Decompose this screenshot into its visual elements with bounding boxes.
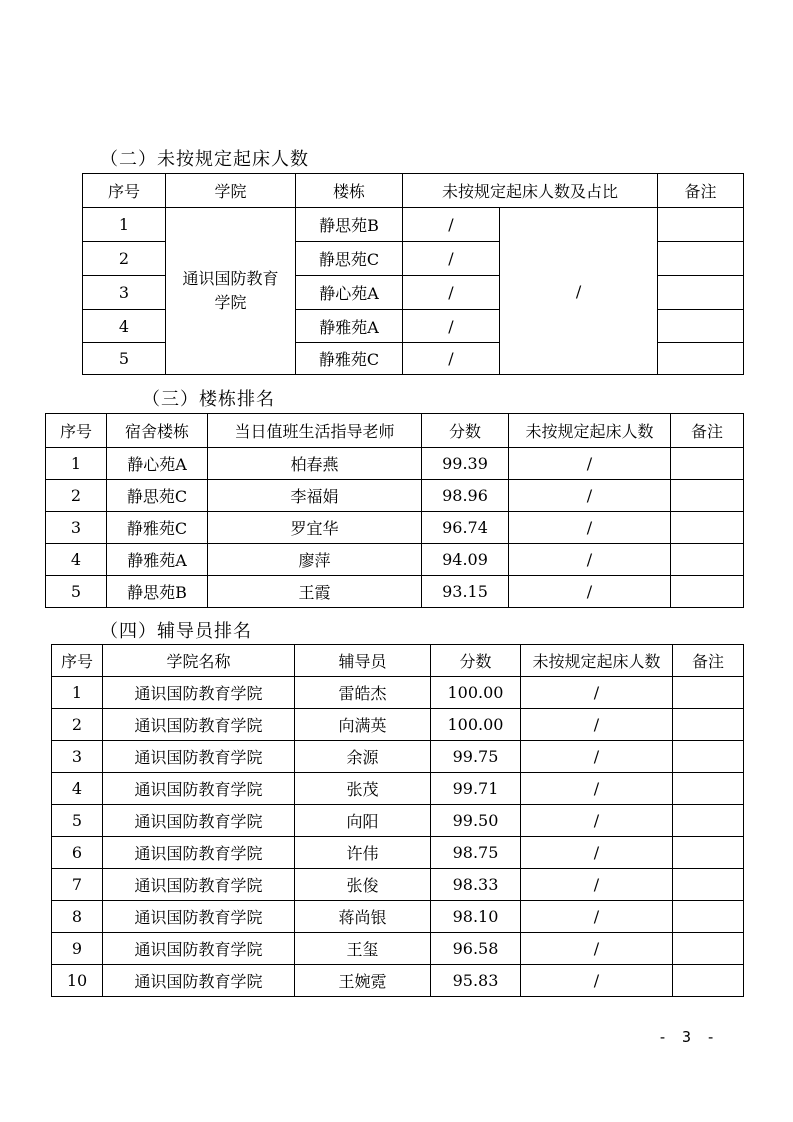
row-score: 100.00 (431, 677, 521, 709)
row-counselor: 向阳 (295, 805, 431, 837)
row-note (671, 512, 744, 544)
row-no: 3 (46, 512, 107, 544)
header-no: 序号 (46, 414, 107, 448)
table-header-row (52, 645, 744, 677)
section3-title: （三）楼栋排名 (142, 389, 275, 410)
section4-title: （四）辅导员排名 (100, 621, 252, 642)
row-count: / (509, 512, 671, 544)
row-count: / (509, 448, 671, 480)
row-no: 4 (52, 773, 103, 805)
row-note (658, 242, 744, 276)
wake-up-table (82, 173, 744, 375)
row-no: 5 (46, 576, 107, 608)
table-row (52, 805, 744, 837)
row-no: 5 (83, 343, 166, 375)
table-row (46, 576, 744, 608)
row-count: / (521, 677, 673, 709)
table-header-row (46, 414, 744, 448)
row-college: 通识国防教育学院 (103, 805, 295, 837)
row-counselor: 张俊 (295, 869, 431, 901)
row-building: 静思苑B (107, 576, 208, 608)
row-count: / (521, 773, 673, 805)
row-no: 8 (52, 901, 103, 933)
table-header-row (83, 174, 744, 208)
row-count: / (521, 741, 673, 773)
row-no: 2 (46, 480, 107, 512)
table-row (52, 965, 744, 997)
table-row (52, 869, 744, 901)
row-note (671, 544, 744, 576)
header-score: 分数 (431, 645, 521, 677)
row-score: 94.09 (422, 544, 509, 576)
row-count: / (509, 480, 671, 512)
row-count: / (403, 310, 500, 343)
row-note (658, 276, 744, 310)
row-note (673, 677, 744, 709)
row-building: 静心苑A (107, 448, 208, 480)
row-college: 通识国防教育学院 (103, 773, 295, 805)
row-count: / (521, 805, 673, 837)
row-counselor: 王婉霓 (295, 965, 431, 997)
row-note (671, 448, 744, 480)
row-counselor: 许伟 (295, 837, 431, 869)
row-no: 7 (52, 869, 103, 901)
row-note (673, 901, 744, 933)
header-teacher: 当日值班生活指导老师 (208, 414, 422, 448)
header-college: 学院名称 (103, 645, 295, 677)
row-score: 98.96 (422, 480, 509, 512)
table-row (52, 837, 744, 869)
header-building: 楼栋 (296, 174, 403, 208)
row-counselor: 张茂 (295, 773, 431, 805)
header-count-ratio: 未按规定起床人数及占比 (403, 174, 658, 208)
ratio-cell: / (500, 208, 658, 375)
row-note (673, 965, 744, 997)
building-ranking-table (45, 413, 744, 608)
table-row (52, 933, 744, 965)
header-count: 未按规定起床人数 (509, 414, 671, 448)
row-no: 1 (52, 677, 103, 709)
row-no: 1 (46, 448, 107, 480)
row-count: / (521, 933, 673, 965)
row-college: 通识国防教育学院 (103, 965, 295, 997)
row-no: 10 (52, 965, 103, 997)
row-note (673, 805, 744, 837)
row-counselor: 王玺 (295, 933, 431, 965)
row-score: 93.15 (422, 576, 509, 608)
row-score: 99.39 (422, 448, 509, 480)
row-count: / (509, 576, 671, 608)
row-score: 99.71 (431, 773, 521, 805)
table-row (52, 773, 744, 805)
row-teacher: 廖萍 (208, 544, 422, 576)
row-building: 静雅苑A (296, 310, 403, 343)
header-college: 学院 (166, 174, 296, 208)
row-no: 1 (83, 208, 166, 242)
row-college: 通识国防教育学院 (103, 741, 295, 773)
row-no: 3 (52, 741, 103, 773)
row-college: 通识国防教育学院 (103, 709, 295, 741)
row-score: 98.10 (431, 901, 521, 933)
header-note: 备注 (658, 174, 744, 208)
row-no: 4 (46, 544, 107, 576)
row-college: 通识国防教育学院 (103, 933, 295, 965)
row-building: 静思苑C (296, 242, 403, 276)
header-note: 备注 (673, 645, 744, 677)
header-no: 序号 (83, 174, 166, 208)
row-count: / (521, 965, 673, 997)
row-building: 静雅苑C (107, 512, 208, 544)
college-cell (166, 208, 296, 375)
row-note (673, 837, 744, 869)
row-no: 6 (52, 837, 103, 869)
table-row (46, 448, 744, 480)
row-building: 静心苑A (296, 276, 403, 310)
row-note (658, 208, 744, 242)
row-score: 98.33 (431, 869, 521, 901)
row-count: / (403, 343, 500, 375)
row-building: 静雅苑A (107, 544, 208, 576)
row-count: / (521, 869, 673, 901)
row-counselor: 余源 (295, 741, 431, 773)
table-row (52, 709, 744, 741)
row-no: 9 (52, 933, 103, 965)
page-number: - 3 - (658, 1028, 719, 1046)
header-counselor: 辅导员 (295, 645, 431, 677)
row-building: 静雅苑C (296, 343, 403, 375)
college-line2: 学院 (214, 293, 247, 312)
table-row (46, 512, 744, 544)
row-no: 2 (52, 709, 103, 741)
table-row (52, 741, 744, 773)
row-note (673, 933, 744, 965)
row-college: 通识国防教育学院 (103, 837, 295, 869)
row-teacher: 李福娟 (208, 480, 422, 512)
row-count: / (521, 901, 673, 933)
row-teacher: 王霞 (208, 576, 422, 608)
header-note: 备注 (671, 414, 744, 448)
row-counselor: 雷皓杰 (295, 677, 431, 709)
table-row (52, 677, 744, 709)
table-row (52, 901, 744, 933)
row-count: / (509, 544, 671, 576)
row-note (671, 480, 744, 512)
row-building: 静思苑C (107, 480, 208, 512)
row-count: / (403, 276, 500, 310)
row-score: 100.00 (431, 709, 521, 741)
row-count: / (521, 837, 673, 869)
row-note (658, 343, 744, 375)
header-count: 未按规定起床人数 (521, 645, 673, 677)
row-counselor: 向满英 (295, 709, 431, 741)
row-count: / (403, 242, 500, 276)
row-college: 通识国防教育学院 (103, 869, 295, 901)
header-score: 分数 (422, 414, 509, 448)
header-building: 宿舍楼栋 (107, 414, 208, 448)
row-score: 98.75 (431, 837, 521, 869)
row-score: 99.50 (431, 805, 521, 837)
row-note (673, 869, 744, 901)
row-note (673, 709, 744, 741)
row-count: / (521, 709, 673, 741)
counselor-ranking-table (51, 644, 744, 997)
row-no: 2 (83, 242, 166, 276)
row-note (673, 773, 744, 805)
row-note (671, 576, 744, 608)
row-note (673, 741, 744, 773)
college-line1: 通识国防教育 (182, 269, 279, 288)
row-score: 96.74 (422, 512, 509, 544)
row-score: 95.83 (431, 965, 521, 997)
row-no: 5 (52, 805, 103, 837)
row-college: 通识国防教育学院 (103, 901, 295, 933)
row-score: 99.75 (431, 741, 521, 773)
table-row (46, 544, 744, 576)
row-count: / (403, 208, 500, 242)
row-teacher: 柏春燕 (208, 448, 422, 480)
row-college: 通识国防教育学院 (103, 677, 295, 709)
row-no: 4 (83, 310, 166, 343)
row-building: 静思苑B (296, 208, 403, 242)
row-score: 96.58 (431, 933, 521, 965)
row-counselor: 蒋尚银 (295, 901, 431, 933)
row-teacher: 罗宜华 (208, 512, 422, 544)
section2-title: （二）未按规定起床人数 (100, 149, 309, 170)
row-note (658, 310, 744, 343)
row-no: 3 (83, 276, 166, 310)
table-row (46, 480, 744, 512)
table-row (83, 208, 744, 242)
header-no: 序号 (52, 645, 103, 677)
